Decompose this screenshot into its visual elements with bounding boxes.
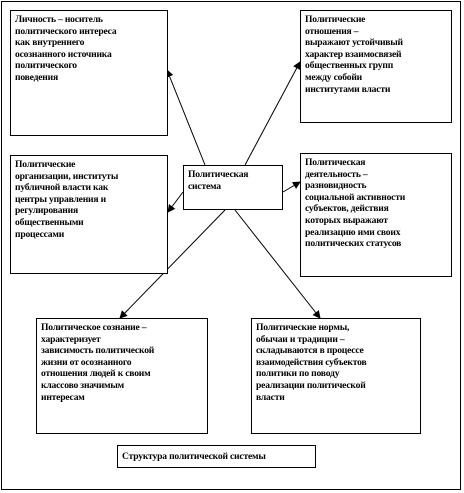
political-organizations-box: Политические организации, институты публичной власти как центры управления и регулирования общественными процессами [10, 155, 168, 274]
political-norms-box: Политические нормы, обычаи и традиции – складываются в процессе взаимодействия субъектов политики по поводу реализации политической власти [251, 318, 421, 434]
arrow-to-relations [245, 62, 300, 165]
arrow-to-activity [283, 182, 300, 192]
political-relations-box: Политические отношения – выражают устойчивый характер взаимосвязей общественных групп между собойи институтами власти [300, 10, 452, 123]
political-consciousness-box: Политическое сознание – характеризует зависимость политической жизни от осознанного отношения людей к своим классово значимым интересам [36, 318, 208, 434]
political-system-center-box: Политическая система [183, 165, 283, 210]
diagram-caption: Структура политической системы [117, 445, 316, 468]
arrow-to-organizations [168, 192, 183, 212]
arrow-to-personality [167, 70, 205, 165]
personality-box: Личность – носитель политического интереса как внутреннего осознанного источника политического поведения [10, 10, 168, 136]
political-activity-box: Политическая деятельность – разновидность социальной активности субъектов, действия которых выражают реализацию ими своих политических статусов [300, 153, 452, 277]
